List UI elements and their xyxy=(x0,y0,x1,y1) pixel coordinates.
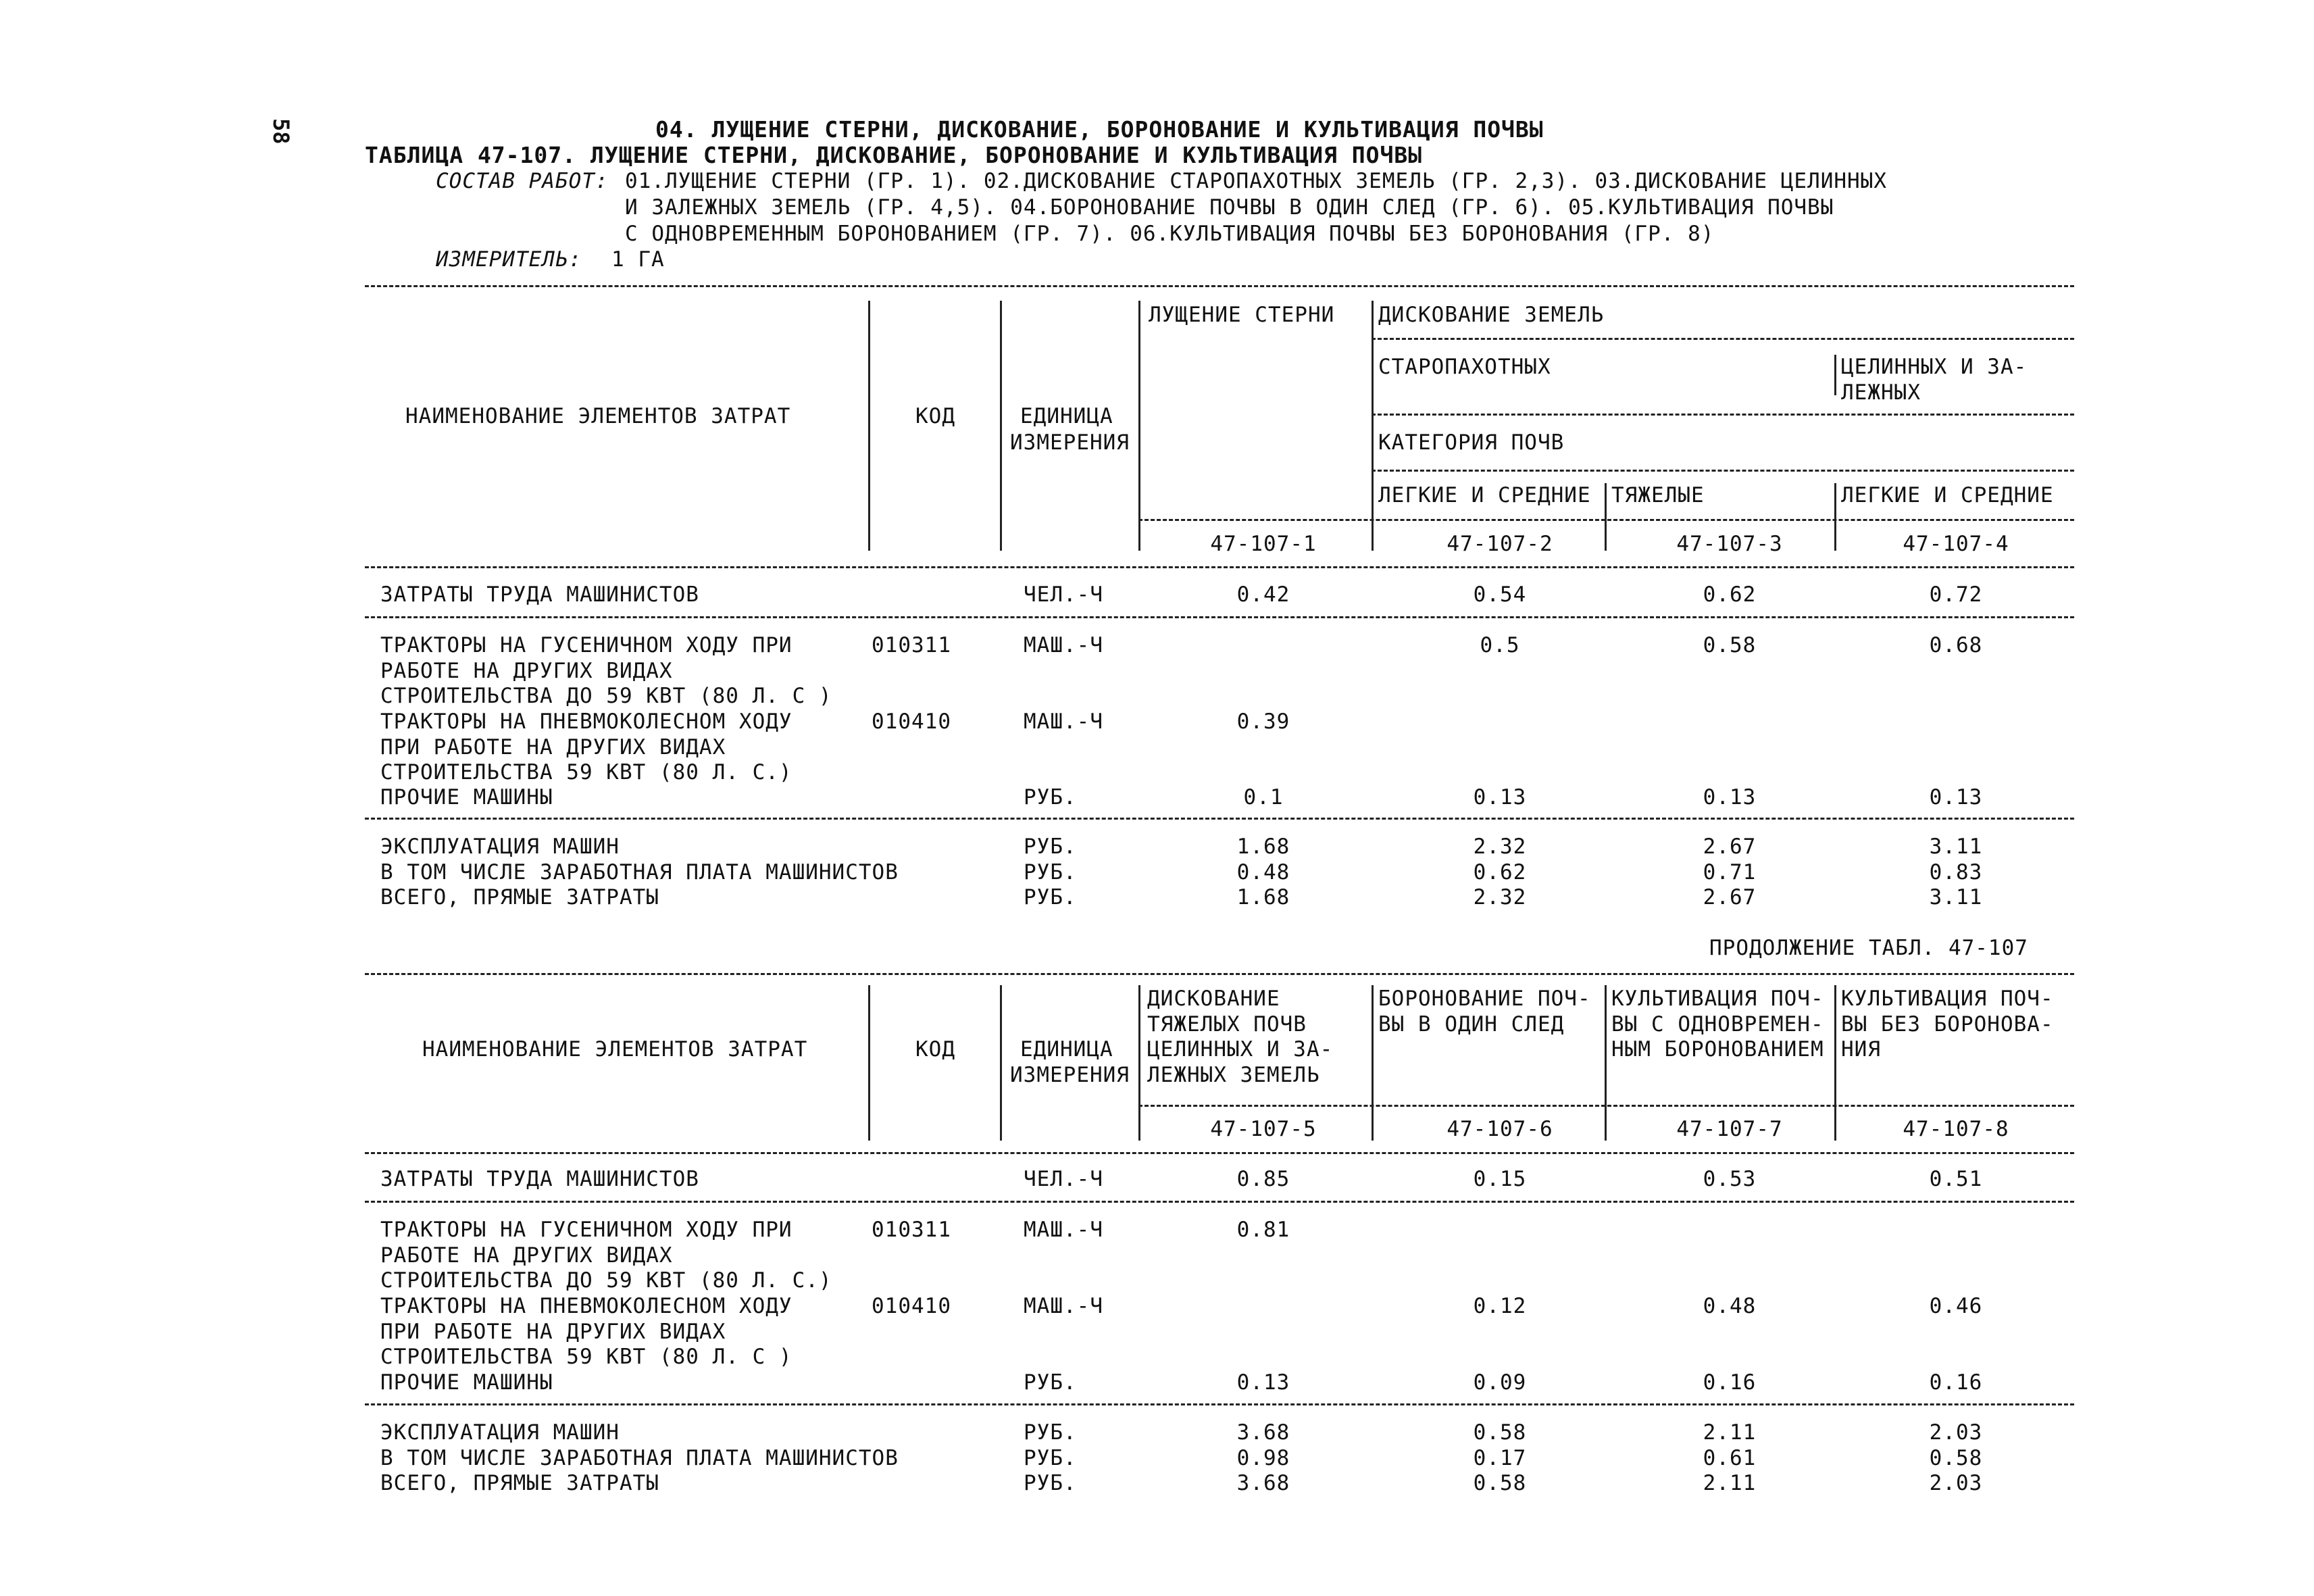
composition-line-1: 01.ЛУЩЕНИЕ СТЕРНИ (ГР. 1). 02.ДИСКОВАНИЕ СТАРОПАХОТНЫХ ЗЕМЕЛЬ (ГР. 2,3). 03.ДИСКОВАНИЕ ЦЕЛИННЫХ xyxy=(625,169,1888,193)
col-code: 47-107-2 xyxy=(1447,532,1553,556)
separator xyxy=(1834,985,1836,1141)
col-header-virgin: ЦЕЛИННЫХ И ЗА- xyxy=(1841,355,2028,379)
row-label: ЗАТРАТЫ ТРУДА МАШИНИСТОВ xyxy=(380,1167,699,1191)
col-header-harrowing: ВЫ В ОДИН СЛЕД xyxy=(1378,1012,1565,1037)
col-code: 47-107-4 xyxy=(1903,532,2009,556)
col-code: 47-107-8 xyxy=(1903,1117,2009,1141)
row-unit: МАШ.-Ч xyxy=(1024,633,1103,657)
col-code: 47-107-3 xyxy=(1676,532,1783,556)
col-header-disking-heavy: ТЯЖЕЛЫХ ПОЧВ xyxy=(1147,1012,1307,1037)
rule xyxy=(1372,414,2074,416)
row-unit: РУБ. xyxy=(1024,834,1077,859)
cell-value: 0.16 xyxy=(1929,1370,1983,1395)
cell-value: 2.11 xyxy=(1703,1471,1757,1495)
cell-value: 3.11 xyxy=(1929,834,1983,859)
row-unit: РУБ. xyxy=(1024,885,1077,909)
col-code: 47-107-5 xyxy=(1210,1117,1317,1141)
cell-value: 2.67 xyxy=(1703,834,1757,859)
row-label: СТРОИТЕЛЬСТВА 59 КВТ (80 Л. С ) xyxy=(380,1345,793,1369)
col-header-disking-heavy: ЛЕЖНЫХ ЗЕМЕЛЬ xyxy=(1147,1063,1320,1087)
col-header-cultivation-no-harrow: НИЯ xyxy=(1841,1037,1881,1062)
rule xyxy=(365,818,2074,820)
cell-value: 0.5 xyxy=(1480,633,1520,657)
row-label: ЗАТРАТЫ ТРУДА МАШИНИСТОВ xyxy=(380,582,699,607)
row-unit: РУБ. xyxy=(1024,1420,1077,1445)
cell-value: 0.98 xyxy=(1236,1446,1290,1470)
cell-value: 0.48 xyxy=(1236,860,1290,884)
cell-value: 2.11 xyxy=(1703,1420,1757,1445)
rule xyxy=(1372,470,2074,472)
cell-value: 0.42 xyxy=(1236,582,1290,607)
cell-value: 0.58 xyxy=(1703,633,1757,657)
cell-value: 0.62 xyxy=(1473,860,1527,884)
col-header-light-medium-2: ЛЕГКИЕ И СРЕДНИЕ xyxy=(1841,483,2054,507)
cell-value: 2.32 xyxy=(1473,834,1527,859)
row-unit: РУБ. xyxy=(1024,1446,1077,1470)
separator xyxy=(1605,985,1607,1141)
rule xyxy=(365,566,2074,568)
rule xyxy=(1138,1105,2074,1107)
separator xyxy=(868,301,870,551)
row-label: ТРАКТОРЫ НА ПНЕВМОКОЛЕСНОМ ХОДУ xyxy=(380,1294,793,1318)
col-header-cultivation-no-harrow: ВЫ БЕЗ БОРОНОВА- xyxy=(1841,1012,2054,1037)
row-label: ТРАКТОРЫ НА ГУСЕНИЧНОМ ХОДУ ПРИ xyxy=(380,633,793,657)
cell-value: 1.68 xyxy=(1236,885,1290,909)
table-title: ТАБЛИЦА 47-107. ЛУЩЕНИЕ СТЕРНИ, ДИСКОВАНИЕ, БОРОНОВАНИЕ И КУЛЬТИВАЦИЯ ПОЧВЫ xyxy=(365,142,1423,168)
cell-value: 0.54 xyxy=(1473,582,1527,607)
row-unit: РУБ. xyxy=(1024,1471,1077,1495)
rule xyxy=(365,1201,2074,1203)
cell-value: 2.03 xyxy=(1929,1420,1983,1445)
row-label: ПРОЧИЕ МАШИНЫ xyxy=(380,785,553,809)
row-unit: МАШ.-Ч xyxy=(1024,1294,1103,1318)
cell-value: 0.61 xyxy=(1703,1446,1757,1470)
row-label: ЭКСПЛУАТАЦИЯ МАШИН xyxy=(380,1420,620,1445)
col-header-disking-heavy: ЦЕЛИННЫХ И ЗА- xyxy=(1147,1037,1334,1062)
separator xyxy=(1138,985,1140,1141)
row-code: 010311 xyxy=(872,633,951,657)
cell-value: 3.11 xyxy=(1929,885,1983,909)
rule xyxy=(365,1403,2074,1405)
row-label: ПРОЧИЕ МАШИНЫ xyxy=(380,1370,553,1395)
col-header-code: КОД xyxy=(915,404,955,428)
separator xyxy=(1138,301,1140,551)
cell-value: 0.39 xyxy=(1236,709,1290,734)
row-label: ТРАКТОРЫ НА ПНЕВМОКОЛЕСНОМ ХОДУ xyxy=(380,709,793,734)
rule xyxy=(365,1152,2074,1154)
cell-value: 0.83 xyxy=(1929,860,1983,884)
cell-value: 0.16 xyxy=(1703,1370,1757,1395)
col-header-old-arable: СТАРОПАХОТНЫХ xyxy=(1378,355,1551,379)
cell-value: 0.71 xyxy=(1703,860,1757,884)
cell-value: 0.13 xyxy=(1703,785,1757,809)
cell-value: 0.15 xyxy=(1473,1167,1527,1191)
row-unit: МАШ.-Ч xyxy=(1024,1218,1103,1242)
cell-value: 0.13 xyxy=(1473,785,1527,809)
composition-label: СОСТАВ РАБОТ: xyxy=(436,169,609,193)
col-header-harrowing: БОРОНОВАНИЕ ПОЧ- xyxy=(1378,987,1591,1011)
rule xyxy=(1372,338,2074,340)
cell-value: 2.03 xyxy=(1929,1471,1983,1495)
col-header-light-medium: ЛЕГКИЕ И СРЕДНИЕ xyxy=(1378,483,1591,507)
col-header-unit: ЕДИНИЦА xyxy=(1020,1037,1113,1062)
row-unit: ЧЕЛ.-Ч xyxy=(1024,582,1103,607)
col-header-soil-category: КАТЕГОРИЯ ПОЧВ xyxy=(1378,430,1565,455)
cell-value: 0.68 xyxy=(1929,633,1983,657)
cell-value: 0.51 xyxy=(1929,1167,1983,1191)
row-unit: ЧЕЛ.-Ч xyxy=(1024,1167,1103,1191)
meter-label: ИЗМЕРИТЕЛЬ: xyxy=(436,247,582,272)
row-code: 010410 xyxy=(872,1294,951,1318)
col-header-name: НАИМЕНОВАНИЕ ЭЛЕМЕНТОВ ЗАТРАТ xyxy=(422,1037,808,1062)
cell-value: 0.46 xyxy=(1929,1294,1983,1318)
col-header-cultivation-harrow: ВЫ С ОДНОВРЕМЕН- xyxy=(1611,1012,1824,1037)
row-unit: РУБ. xyxy=(1024,785,1077,809)
col-header-unit-2: ИЗМЕРЕНИЯ xyxy=(1010,430,1130,455)
cell-value: 0.13 xyxy=(1929,785,1983,809)
separator xyxy=(868,985,870,1141)
cell-value: 0.17 xyxy=(1473,1446,1527,1470)
row-label: РАБОТЕ НА ДРУГИХ ВИДАХ xyxy=(380,659,673,683)
cell-value: 3.68 xyxy=(1236,1420,1290,1445)
section-title: 04. ЛУЩЕНИЕ СТЕРНИ, ДИСКОВАНИЕ, БОРОНОВАНИЕ И КУЛЬТИВАЦИЯ ПОЧВЫ xyxy=(655,116,1544,143)
cell-value: 0.85 xyxy=(1236,1167,1290,1191)
col-header-name: НАИМЕНОВАНИЕ ЭЛЕМЕНТОВ ЗАТРАТ xyxy=(405,404,791,428)
rule xyxy=(1138,519,2074,521)
separator xyxy=(1834,355,1836,395)
cell-value: 0.53 xyxy=(1703,1167,1757,1191)
cell-value: 0.72 xyxy=(1929,582,1983,607)
table-1-top-rule xyxy=(365,285,2074,287)
col-code: 47-107-1 xyxy=(1210,532,1317,556)
row-label: ПРИ РАБОТЕ НА ДРУГИХ ВИДАХ xyxy=(380,735,726,759)
row-label: ЭКСПЛУАТАЦИЯ МАШИН xyxy=(380,834,620,859)
cell-value: 0.58 xyxy=(1929,1446,1983,1470)
row-label: В ТОМ ЧИСЛЕ ЗАРАБОТНАЯ ПЛАТА МАШИНИСТОВ xyxy=(380,860,899,884)
cell-value: 0.12 xyxy=(1473,1294,1527,1318)
row-unit: РУБ. xyxy=(1024,1370,1077,1395)
row-label: РАБОТЕ НА ДРУГИХ ВИДАХ xyxy=(380,1243,673,1268)
cell-value: 0.1 xyxy=(1243,785,1284,809)
cell-value: 0.81 xyxy=(1236,1218,1290,1242)
row-label: В ТОМ ЧИСЛЕ ЗАРАБОТНАЯ ПЛАТА МАШИНИСТОВ xyxy=(380,1446,899,1470)
rule xyxy=(365,616,2074,618)
cell-value: 0.13 xyxy=(1236,1370,1290,1395)
col-code: 47-107-6 xyxy=(1447,1117,1553,1141)
row-label: ПРИ РАБОТЕ НА ДРУГИХ ВИДАХ xyxy=(380,1320,726,1344)
cell-value: 0.62 xyxy=(1703,582,1757,607)
row-unit: МАШ.-Ч xyxy=(1024,709,1103,734)
separator xyxy=(1000,985,1002,1141)
col-header-cultivation-no-harrow: КУЛЬТИВАЦИЯ ПОЧ- xyxy=(1841,987,2054,1011)
separator xyxy=(1372,985,1374,1141)
separator xyxy=(1000,301,1002,551)
row-label: СТРОИТЕЛЬСТВА ДО 59 КВТ (80 Л. С ) xyxy=(380,684,832,708)
cell-value: 2.67 xyxy=(1703,885,1757,909)
cell-value: 0.09 xyxy=(1473,1370,1527,1395)
composition-line-3: С ОДНОВРЕМЕННЫМ БОРОНОВАНИЕМ (ГР. 7). 06.КУЛЬТИВАЦИЯ ПОЧВЫ БЕЗ БОРОНОВАНИЯ (ГР. 8) xyxy=(625,222,1715,246)
row-code: 010311 xyxy=(872,1218,951,1242)
col-header-virgin-2: ЛЕЖНЫХ xyxy=(1841,380,1921,405)
meter-value: 1 ГА xyxy=(611,247,665,272)
cell-value: 0.58 xyxy=(1473,1471,1527,1495)
cell-value: 0.58 xyxy=(1473,1420,1527,1445)
col-header-heavy: ТЯЖЕЛЫЕ xyxy=(1611,483,1705,507)
col-header-disking-heavy: ДИСКОВАНИЕ xyxy=(1147,987,1280,1011)
row-code: 010410 xyxy=(872,709,951,734)
row-label: ТРАКТОРЫ НА ГУСЕНИЧНОМ ХОДУ ПРИ xyxy=(380,1218,793,1242)
col-header-unit-2: ИЗМЕРЕНИЯ xyxy=(1010,1063,1130,1087)
row-label: ВСЕГО, ПРЯМЫЕ ЗАТРАТЫ xyxy=(380,1471,659,1495)
col-header-stubble: ЛУЩЕНИЕ СТЕРНИ xyxy=(1149,303,1335,327)
table-2-top-rule xyxy=(365,973,2074,975)
continuation-label: ПРОДОЛЖЕНИЕ ТАБЛ. 47-107 xyxy=(1709,936,2028,960)
col-header-cultivation-harrow: КУЛЬТИВАЦИЯ ПОЧ- xyxy=(1611,987,1824,1011)
col-header-cultivation-harrow: НЫМ БОРОНОВАНИЕМ xyxy=(1611,1037,1824,1062)
separator xyxy=(1834,483,1836,551)
col-header-disking: ДИСКОВАНИЕ ЗЕМЕЛЬ xyxy=(1378,303,1605,327)
composition-line-2: И ЗАЛЕЖНЫХ ЗЕМЕЛЬ (ГР. 4,5). 04.БОРОНОВАНИЕ ПОЧВЫ В ОДИН СЛЕД (ГР. 6). 05.КУЛЬТИВАЦИЯ ПОЧВЫ xyxy=(625,195,1834,220)
col-header-unit: ЕДИНИЦА xyxy=(1020,404,1113,428)
row-label: ВСЕГО, ПРЯМЫЕ ЗАТРАТЫ xyxy=(380,885,659,909)
cell-value: 0.48 xyxy=(1703,1294,1757,1318)
col-code: 47-107-7 xyxy=(1676,1117,1783,1141)
row-label: СТРОИТЕЛЬСТВА 59 КВТ (80 Л. С.) xyxy=(380,760,793,784)
page-number: 58 xyxy=(268,118,294,145)
col-header-code: КОД xyxy=(915,1037,955,1062)
separator xyxy=(1605,483,1607,551)
row-unit: РУБ. xyxy=(1024,860,1077,884)
cell-value: 2.32 xyxy=(1473,885,1527,909)
cell-value: 1.68 xyxy=(1236,834,1290,859)
cell-value: 3.68 xyxy=(1236,1471,1290,1495)
row-label: СТРОИТЕЛЬСТВА ДО 59 КВТ (80 Л. С.) xyxy=(380,1268,832,1293)
